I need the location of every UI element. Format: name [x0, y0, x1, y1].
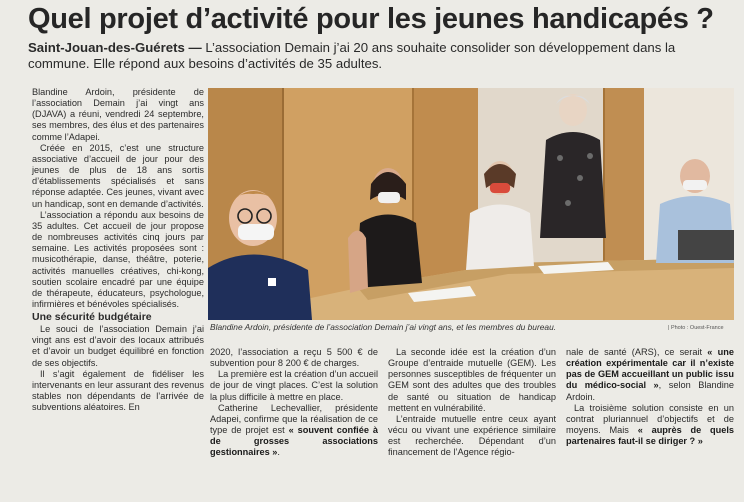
article-photo [208, 88, 734, 320]
paragraph-text: nale de santé (ARS), ce serait [566, 347, 708, 357]
article-column-4 [566, 347, 734, 447]
intro-lead [28, 40, 734, 72]
paragraph: Blandine Ardoin, présidente de l’association Demain j’ai vingt ans (DJAVA) a réuni, vendredi 24 septembre, ses membres, des élus et des partenaires comme l’Adapei. [32, 87, 204, 142]
paragraph-text: . [277, 447, 280, 458]
paragraph: La seconde idée est la création d’un Groupe d’entraide mutuelle (GEM). Les personnes susceptibles de fréquenter un GEM sont des adultes que des troubles de santé ou situation de handicap mettent en vulnérabilité. [388, 347, 556, 413]
paragraph-text: , selon Blandine Ardoin. [566, 380, 734, 402]
paragraph: La première est la création d’un accueil de jour de vingt places. C’est la solution la plus difficile à mettre en place. [210, 369, 378, 402]
paragraph: 2020, l’association a reçu 5 500 € de subvention pour 8 200 € de charges. [210, 347, 378, 369]
paragraph [566, 347, 734, 403]
paragraph-text: Catherine Lechevallier, présidente Adapei, confirme que la réalisation de ce type de projet est [210, 402, 378, 436]
paragraph: Il s’agit également de fidéliser les intervenants en leur assurant des revenus stables non dépendants de l’arrivée de subventions aléatoires. En [32, 368, 204, 413]
quote: « souvent confiée à de grosses associations gestionnaires » [210, 425, 378, 458]
quote: « une création expérimentale car il n’existe pas de GEM accueillant un public issu du médico-social » [566, 347, 734, 391]
quote: « auprès de quels partenaires faut-il se diriger ? » [566, 425, 734, 447]
article-column-3 [388, 347, 556, 459]
paragraph: Le souci de l’association Demain j’ai vingt ans est d’avoir des locaux attribués et d’avoir un budget équilibré en fonction de ses objectifs. [32, 324, 204, 368]
photo-caption: Blandine Ardoin, présidente de l’association Demain j’ai vingt ans, et les membres du bureau. [210, 322, 557, 332]
paragraph: L’entraide mutuelle entre ceux ayant vécu ou vivant une expérience similaire est recherchée. Dépendant d’un financement de l’Agence régio- [388, 413, 556, 458]
dateline-place: Saint-Jouan-des-Guérets [28, 40, 185, 55]
paragraph: Créée en 2015, c’est une structure associative d’accueil de jour pour des jeunes de plus de 18 ans sortis d’établissements spécialisés et sans réponse adaptée. Ces jeunes, vivant avec un handicap, sont en demande d’activités. [32, 142, 204, 209]
intro-text: L’association Demain j’ai 20 ans souhaite consolider son développement dans la commune. Elle répond aux besoins d’activités de 35 adultes. [28, 40, 676, 71]
paragraph-text: La troisième solution consiste en un contrat pluriannuel d’objectifs et de moyens. Mais [566, 402, 734, 436]
photo-credit: | Photo : Ouest-France [668, 325, 724, 331]
dateline-separator: — [184, 40, 206, 55]
paragraph [210, 403, 378, 459]
article-column-1 [32, 87, 204, 413]
paragraph: L’association a répondu aux besoins de 35 adultes. Cet accueil de jour propose de nombreuses activités cinq jours par semaine. Les activités proposées sont : musicothérapie, danse, théâtre, poterie, activités manuelles créatives, chi-kong, soutien scolaire encadré par une équipe de thérapeute, éducateurs, psychologue, infirmières et bénévoles spécialisés. [32, 209, 204, 309]
subheading: Une sécurité budgétaire [32, 311, 152, 324]
paragraph [566, 403, 734, 448]
article-column-2 [210, 347, 378, 459]
headline: Quel projet d’activité pour les jeunes handicapés ? [28, 3, 714, 35]
